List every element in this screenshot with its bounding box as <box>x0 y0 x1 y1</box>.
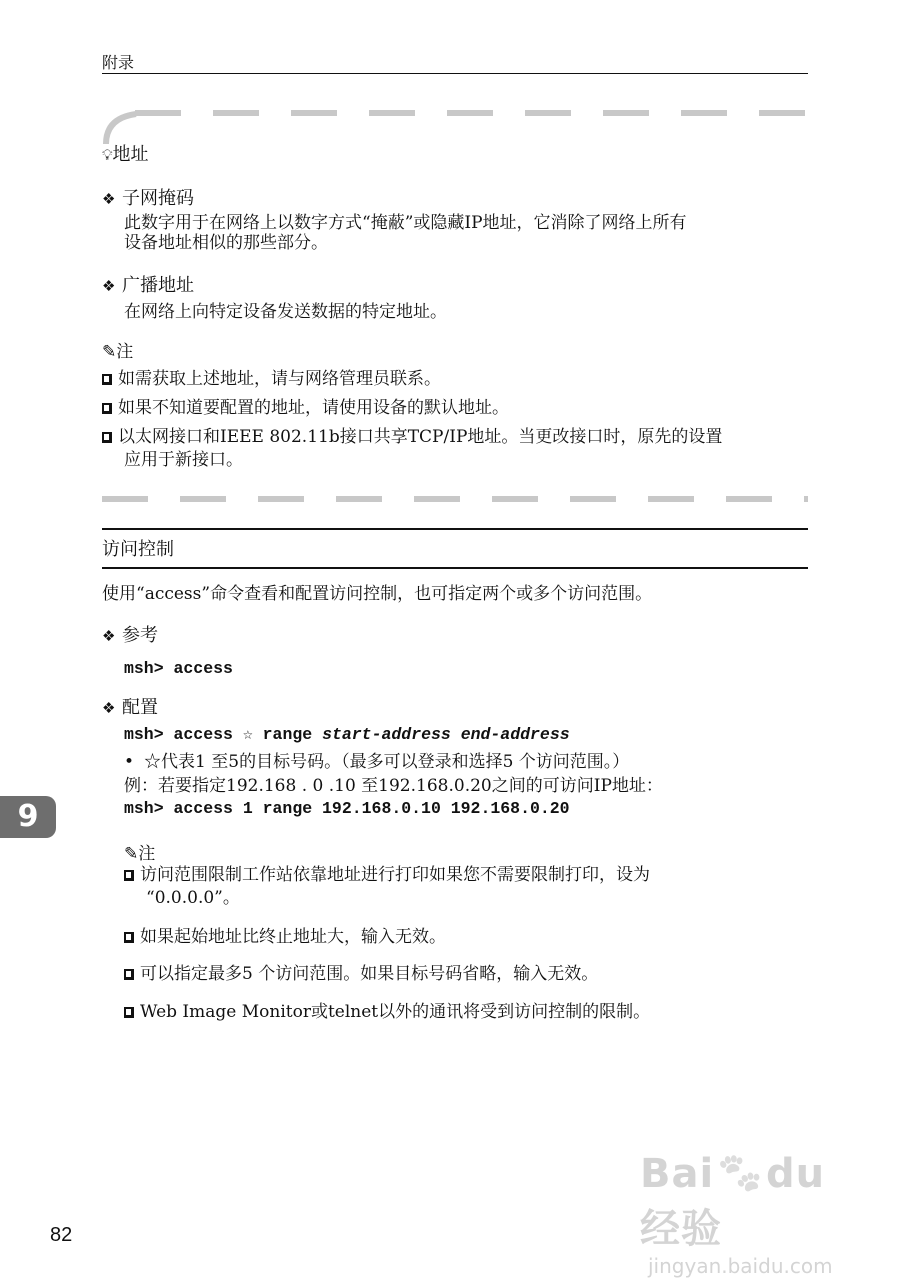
note-item <box>102 397 509 419</box>
section-title: 访问控制 <box>102 539 174 560</box>
pencil-icon: ✎ <box>102 342 117 362</box>
page-number: 82 <box>50 1224 73 1246</box>
checkbox-bullet-icon <box>124 969 134 980</box>
tip-box-bottom-border <box>102 496 808 502</box>
note-text: 以太网接口和IEEE 802.11b接口共享TCP/IP地址。当更改接口时，原先的设置 <box>118 427 723 447</box>
section-rule-bottom <box>102 567 808 569</box>
tip-title <box>102 144 149 166</box>
note-item <box>124 963 598 985</box>
bullet-item <box>124 751 629 773</box>
checkbox-bullet-icon <box>102 374 112 385</box>
note-title-text: 注 <box>116 342 134 362</box>
term-desc-line: 设备地址相似的那些部分。 <box>124 233 328 253</box>
note-text-cont: “0.0.0.0”。 <box>146 888 240 908</box>
pencil-icon: ✎ <box>124 844 139 864</box>
config-command <box>124 724 570 746</box>
chapter-tab: 9 <box>0 796 56 838</box>
note-text: 如果不知道要配置的地址，请使用设备的默认地址。 <box>118 398 509 418</box>
reference-heading <box>102 625 158 647</box>
checkbox-bullet-icon <box>124 932 134 943</box>
term-subnet-mask <box>102 188 194 210</box>
section-rule-top <box>102 528 808 530</box>
bullet-dot-icon: • <box>124 752 135 772</box>
reference-command: msh> access <box>124 659 233 678</box>
watermark-url: jingyan.baidu.com <box>648 1254 833 1278</box>
term-desc-line: 此数字用于在网络上以数字方式“掩蔽”或隐藏IP地址，它消除了网络上所有 <box>124 213 687 233</box>
note-item <box>102 368 441 390</box>
note-text: Web Image Monitor或telnet以外的通讯将受到访问控制的限制。 <box>140 1002 651 1022</box>
example-command: msh> access 1 range 192.168.0.10 192.168.0.20 <box>124 799 570 818</box>
config-command-args: start-address end-address <box>322 725 570 744</box>
note-text-cont: 应用于新接口。 <box>124 450 243 470</box>
lightbulb-icon: 💡︎ <box>102 146 113 164</box>
diamond-bullet-icon: ❖ <box>102 699 116 717</box>
note-text: 访问范围限制工作站依靠地址进行打印如果您不需要限制打印，设为 <box>140 865 650 885</box>
note-text: 如果起始地址比终止地址大，输入无效。 <box>140 927 446 947</box>
checkbox-bullet-icon <box>102 432 112 443</box>
note-text: 可以指定最多5 个访问范围。如果目标号码省略，输入无效。 <box>140 964 599 984</box>
config-command-text: msh> access ☆ range <box>124 725 323 744</box>
checkbox-bullet-icon <box>124 870 134 881</box>
note-item <box>124 864 650 886</box>
config-heading <box>102 697 158 719</box>
diamond-bullet-icon: ❖ <box>102 277 116 295</box>
note-item <box>124 1001 650 1023</box>
example-text: 例：若要指定192.168 . 0 .10 至192.168.0.20之间的可访问IP地址： <box>124 776 663 796</box>
reference-label: 参考 <box>122 625 158 646</box>
term-label: 广播地址 <box>122 275 194 296</box>
checkbox-bullet-icon <box>124 1007 134 1018</box>
bullet-text: ☆代表1 至5的目标号码。（最多可以登录和选择5 个访问范围。） <box>144 752 630 772</box>
section-intro: 使用“access”命令查看和配置访问控制，也可指定两个或多个访问范围。 <box>102 584 653 604</box>
note-item <box>102 426 722 448</box>
header-rule <box>102 73 808 74</box>
baidu-watermark <box>640 1150 860 1278</box>
term-label: 子网掩码 <box>122 188 194 209</box>
diamond-bullet-icon: ❖ <box>102 190 116 208</box>
checkbox-bullet-icon <box>102 403 112 414</box>
tip-box-corner <box>100 108 140 148</box>
tip-title-text: 地址 <box>112 144 149 165</box>
term-desc-line: 在网络上向特定设备发送数据的特定地址。 <box>124 302 447 322</box>
running-header: 附录 <box>102 53 135 72</box>
diamond-bullet-icon: ❖ <box>102 627 116 645</box>
watermark-logo: Bai🐾︎du 经验 <box>640 1151 826 1252</box>
note-title <box>124 843 155 865</box>
note-title-text: 注 <box>138 844 156 864</box>
note-title <box>102 341 133 363</box>
term-broadcast-address <box>102 275 194 297</box>
note-text: 如需获取上述地址，请与网络管理员联系。 <box>118 369 441 389</box>
note-item <box>124 926 446 948</box>
config-label: 配置 <box>122 697 158 718</box>
